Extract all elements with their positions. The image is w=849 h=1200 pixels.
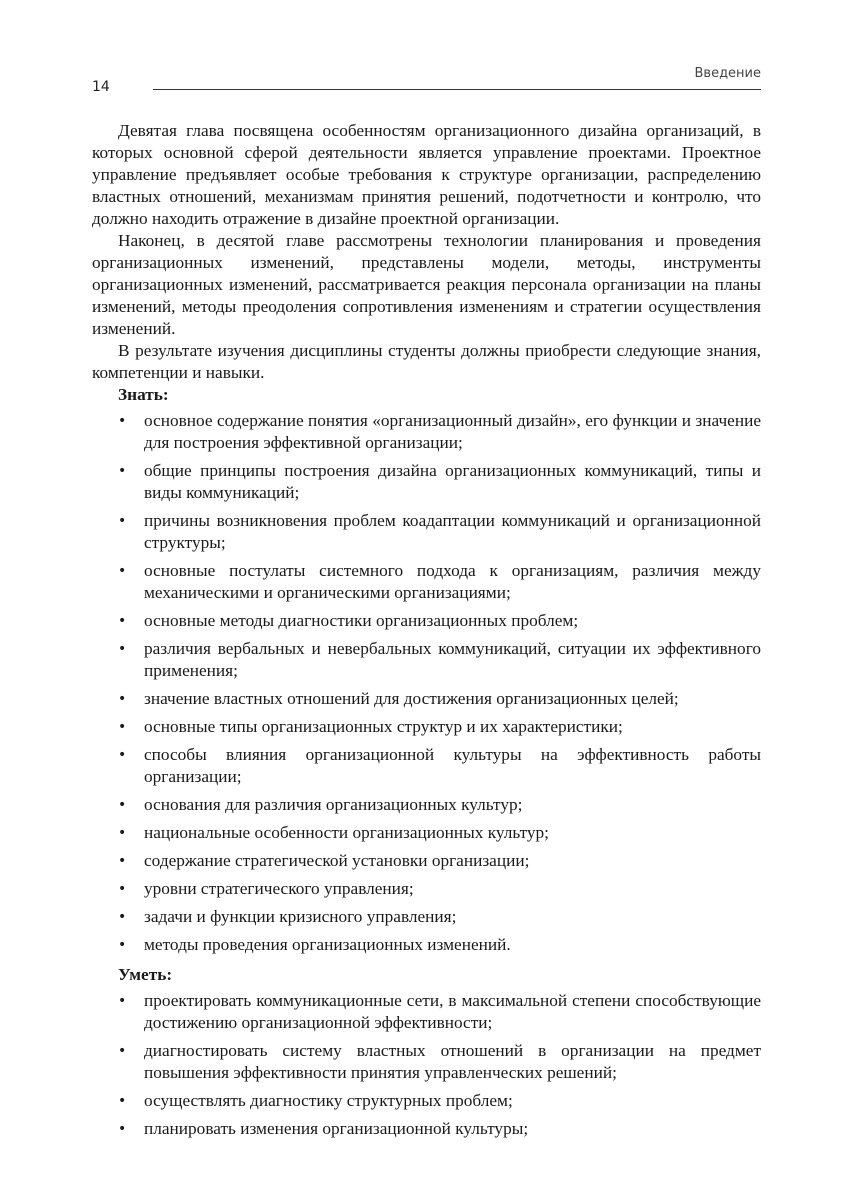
know-list bbox=[92, 410, 761, 956]
list-item-text: способы влияния организационной культуры на эффективность работы организации; bbox=[144, 745, 761, 786]
list-item bbox=[92, 744, 761, 788]
list-item-text: уровни стратегического управления; bbox=[144, 879, 414, 898]
running-head: Введение bbox=[694, 66, 761, 81]
list-item bbox=[92, 1090, 761, 1112]
list-item-text: различия вербальных и невербальных коммуникаций, ситуации их эффективного применения; bbox=[144, 639, 761, 680]
bullet-icon: • bbox=[118, 1043, 127, 1059]
list-item-text: осуществлять диагностику структурных проблем; bbox=[144, 1091, 513, 1110]
list-item bbox=[92, 460, 761, 504]
paragraph: В результате изучения дисциплины студенты должны приобрести следующие знания, компетенции и навыки. bbox=[92, 341, 761, 382]
list-item-text: проектировать коммуникационные сети, в максимальной степени способствующие достижению организационной эффективности; bbox=[144, 991, 761, 1032]
list-item bbox=[92, 638, 761, 682]
list-item-text: задачи и функции кризисного управления; bbox=[144, 907, 457, 926]
bullet-icon: • bbox=[118, 463, 127, 479]
bullet-icon: • bbox=[118, 413, 127, 429]
bullet-icon: • bbox=[118, 993, 127, 1009]
list-item bbox=[92, 822, 761, 844]
able-heading: Уметь: bbox=[118, 965, 173, 984]
list-item-text: планировать изменения организационной культуры; bbox=[144, 1119, 529, 1138]
list-item-text: основные постулаты системного подхода к организациям, различия между механическими и органическими организациями; bbox=[144, 561, 761, 602]
bullet-icon: • bbox=[118, 881, 127, 897]
list-item bbox=[92, 716, 761, 738]
list-item bbox=[92, 878, 761, 900]
bullet-icon: • bbox=[118, 1121, 127, 1137]
list-item bbox=[92, 610, 761, 632]
bullet-icon: • bbox=[118, 797, 127, 813]
list-item bbox=[92, 510, 761, 554]
paragraph: Девятая глава посвящена особенностям организационного дизайна организаций, в которых основной сферой деятельности является управление проектами. Проектное управление предъявляет особые требования к структуре организации, распределению властных отношений, механизмам принятия решений, подотчетности и контролю, что должно находить отражение в дизайне проектной организации. bbox=[92, 121, 761, 228]
list-item-text: основное содержание понятия «организационный дизайн», его функции и значение для построения эффективной организации; bbox=[144, 411, 761, 452]
list-item bbox=[92, 990, 761, 1034]
header-rule bbox=[153, 89, 761, 90]
able-list bbox=[92, 990, 761, 1140]
bullet-icon: • bbox=[118, 613, 127, 629]
list-item-text: содержание стратегической установки организации; bbox=[144, 851, 530, 870]
bullet-icon: • bbox=[118, 853, 127, 869]
page-number: 14 bbox=[92, 79, 110, 95]
bullet-icon: • bbox=[118, 641, 127, 657]
list-item-text: значение властных отношений для достижения организационных целей; bbox=[144, 689, 679, 708]
paragraph: Наконец, в десятой главе рассмотрены технологии планирования и проведения организационных изменений, представлены модели, методы, инструменты организационных изменений, рассматривается реакция персонала организации на планы изменений, методы преодоления сопротивления изменениям и стратегии осуществления изменений. bbox=[92, 231, 761, 338]
list-item bbox=[92, 560, 761, 604]
list-item bbox=[92, 794, 761, 816]
bullet-icon: • bbox=[118, 825, 127, 841]
list-item-text: причины возникновения проблем коадаптации коммуникаций и организационной структуры; bbox=[144, 511, 761, 552]
list-item-text: диагностировать систему властных отношений в организации на предмет повышения эффективности принятия управленческих решений; bbox=[144, 1041, 761, 1082]
list-item-text: основания для различия организационных культур; bbox=[144, 795, 523, 814]
list-item-text: основные типы организационных структур и их характеристики; bbox=[144, 717, 623, 736]
bullet-icon: • bbox=[118, 937, 127, 953]
page-body bbox=[92, 120, 761, 1140]
know-heading: Знать: bbox=[118, 385, 169, 404]
list-item bbox=[92, 850, 761, 872]
list-item bbox=[92, 906, 761, 928]
list-item-text: общие принципы построения дизайна организационных коммуникаций, типы и виды коммуникаций; bbox=[144, 461, 761, 502]
list-item bbox=[92, 1118, 761, 1140]
list-item-text: методы проведения организационных изменений. bbox=[144, 935, 511, 954]
list-item bbox=[92, 688, 761, 710]
bullet-icon: • bbox=[118, 747, 127, 763]
list-item-text: национальные особенности организационных культур; bbox=[144, 823, 549, 842]
bullet-icon: • bbox=[118, 563, 127, 579]
list-item bbox=[92, 1040, 761, 1084]
bullet-icon: • bbox=[118, 719, 127, 735]
bullet-icon: • bbox=[118, 909, 127, 925]
bullet-icon: • bbox=[118, 513, 127, 529]
list-item bbox=[92, 410, 761, 454]
bullet-icon: • bbox=[118, 1093, 127, 1109]
list-item bbox=[92, 934, 761, 956]
list-item-text: основные методы диагностики организационных проблем; bbox=[144, 611, 579, 630]
bullet-icon: • bbox=[118, 691, 127, 707]
